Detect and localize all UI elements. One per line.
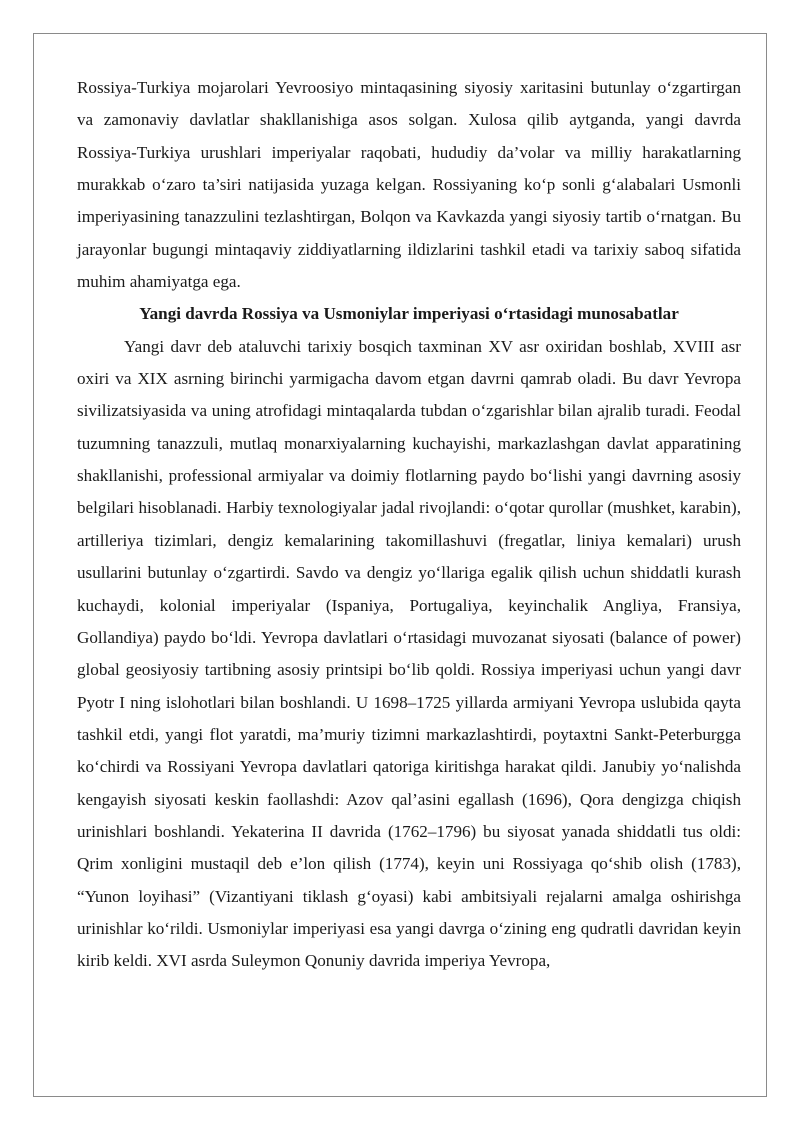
paragraph: Rossiya-Turkiya mojarolari Yevroosiyo mintaqasining siyosiy xaritasini butunlay o‘zgartirgan va zamonaviy davlatlar shakllanishiga asos solgan. Xulosa qilib aytganda, yangi davrda Rossiya-Turkiya urushlari imperiyalar raqobati, hududiy da’volar va milliy harakatlarning murakkab o‘zaro ta’siri natijasida yuzaga kelgan. Rossiyaning ko‘p sonli g‘alabalari Usmonli imperiyasining tanazzulini tezlashtirgan, Bolqon va Kavkazda yangi siyosiy tartib o‘rnatgan. Bu jarayonlar bugungi mintaqaviy ziddiyatlarning ildizlarini tashkil etadi va tarixiy saboq sifatida muhim ahamiyatga ega. [77,78,741,292]
document-body [77,72,741,978]
section-heading: Yangi davrda Rossiya va Usmoniylar imperiyasi o‘rtasidagi munosabatlar [139,304,679,324]
paragraph: Yangi davr deb ataluvchi tarixiy bosqich taxminan XV asr oxiridan boshlab, XVIII asr oxiri va XIX asrning birinchi yarmigacha davom etgan davrni qamrab oladi. Bu davr Yevropa sivilizatsiyasida va uning atrofidagi mintaqalarda tubdan o‘zgarishlar bilan ajralib turadi. Feodal tuzumning tanazzuli, mutlaq monarxiyalarning kuchayishi, markazlashgan davlat apparatining shakllanishi, professional armiyalar va doimiy flotlarning paydo bo‘lishi yangi davrning asosiy belgilari hisoblanadi. Harbiy texnologiyalar jadal rivojlandi: o‘qotar qurollar (mushket, karabin), artilleriya tizimlari, dengiz kemalarining takomillashuvi (fregatlar, liniya kemalari) urush usullarini butunlay o‘zgartirdi. Savdo va dengiz yo‘llariga egalik qilish uchun shiddatli kurash kuchaydi, kolonial imperiyalar (Ispaniya, Portugaliya, keyinchalik Angliya, Fransiya, Gollandiya) paydo bo‘ldi. Yevropa davlatlari o‘rtasidagi muvozanat siyosati (balance of power) global geosiyosiy tartibning asosiy printsipi bo‘lib qoldi. Rossiya imperiyasi uchun yangi davr Pyotr I ning islohotlari bilan boshlandi. U 1698–1725 yillarda armiyani Yevropa uslubida qayta tashkil etdi, yangi flot yaratdi, ma’muriy tizimni markazlashtirdi, poytaxtni Sankt-Peterburgga ko‘chirdi va Rossiyani Yevropa davlatlari qatoriga kiritishga harakat qildi. Janubiy yo‘nalishda kengayish siyosati keskin faollashdi: Azov qal’asini egallash (1696), Qora dengizga chiqish urinishlari boshlandi. Yekaterina II davrida (1762–1796) bu siyosat yanada shiddatli tus oldi: Qrim xonligini mustaqil deb e’lon qilish (1774), keyin uni Rossiyaga qo‘shib olish (1783), “Yunon loyihasi” (Vizantiyani tiklash g‘oyasi) kabi ambitsiyali rejalarni amalga oshirishga urinishlar ko‘rildi. Usmoniylar imperiyasi esa yangi davrga o‘zining eng qudratli davridan keyin kirib keldi. XVI asrda Suleymon Qonuniy davrida imperiya Yevropa, [77,336,741,971]
